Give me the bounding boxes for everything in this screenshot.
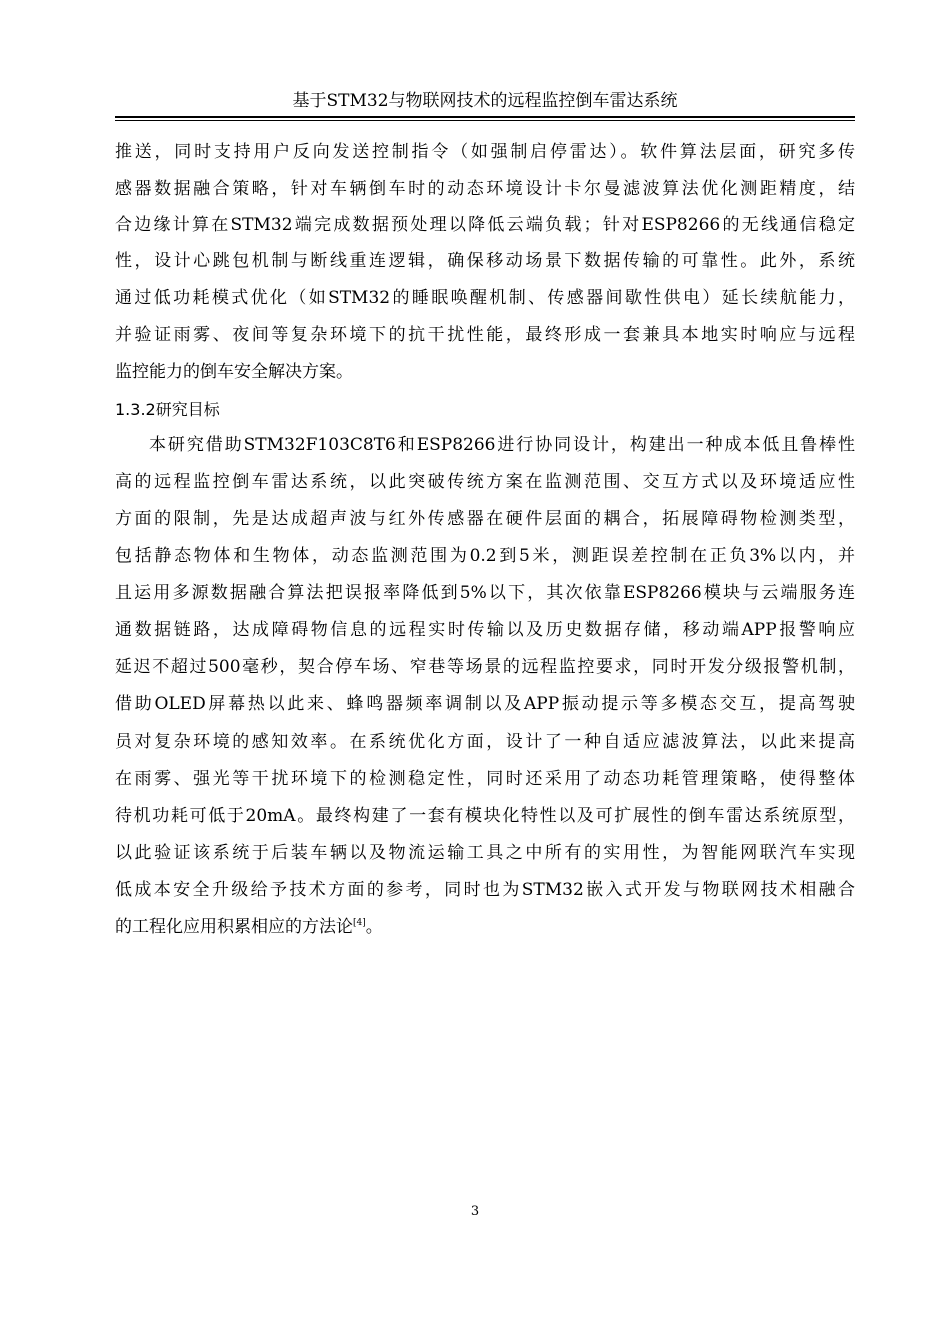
header-rule-thin [115,120,855,121]
body-line: 借助OLED屏幕热以此来、蜂鸣器频率调制以及APP振动提示等多模态交互，提高驾驶 [115,694,855,714]
body-line: 高的远程监控倒车雷达系统，以此突破传统方案在监测范围、交互方式以及环境适应性 [115,472,855,492]
body-line: 推送，同时支持用户反向发送控制指令（如强制启停雷达）。软件算法层面，研究多传 [115,142,855,162]
body-line: 在雨雾、强光等干扰环境下的检测稳定性，同时还采用了动态功耗管理策略，使得整体 [115,769,855,789]
running-header: 基于STM32与物联网技术的远程监控倒车雷达系统 [292,91,678,111]
section-heading: 1.3.2研究目标 [115,400,220,419]
body-line: 通过低功耗模式优化（如STM32的睡眠唤醒机制、传感器间歇性供电）延长续航能力， [115,288,855,308]
body-line: 性，设计心跳包机制与断线重连逻辑，确保移动场景下数据传输的可靠性。此外，系统 [115,251,855,271]
body-line: 感器数据融合策略，针对车辆倒车时的动态环境设计卡尔曼滤波算法优化测距精度，结 [115,179,855,199]
body-line: 以此验证该系统于后装车辆以及物流运输工具之中所有的实用性，为智能网联汽车实现 [115,843,855,863]
end-punctuation: 。 [365,917,383,937]
body-line: 方面的限制，先是达成超声波与红外传感器在硬件层面的耦合，拓展障碍物检测类型， [115,509,855,529]
body-line: 且运用多源数据融合算法把误报率降低到5%以下，其次依靠ESP8266模块与云端服务连 [115,583,855,603]
body-line: 通数据链路，达成障碍物信息的远程实时传输以及历史数据存储，移动端APP报警响应 [115,620,855,640]
body-line: 合边缘计算在STM32端完成数据预处理以降低云端负载；针对ESP8266的无线通信稳定 [115,215,855,235]
body-line: 员对复杂环境的感知效率。在系统优化方面，设计了一种自适应滤波算法，以此来提高 [115,732,855,752]
header-rule-thick [115,116,855,118]
body-line: 并验证雨雾、夜间等复杂环境下的抗干扰性能，最终形成一套兼具本地实时响应与远程 [115,325,855,345]
body-line: 延迟不超过500毫秒，契合停车场、窄巷等场景的远程监控要求，同时开发分级报警机制， [115,657,855,677]
citation-ref[interactable]: [4] [353,918,366,928]
body-line: 包括静态物体和生物体，动态监测范围为0.2到5米，测距误差控制在正负3%以内，并 [115,546,855,566]
page-number: 3 [470,1204,480,1219]
body-line: 待机功耗可低于20mA。最终构建了一套有模块化特性以及可扩展性的倒车雷达系统原型， [115,806,855,826]
body-line: 低成本安全升级给予技术方面的参考，同时也为STM32嵌入式开发与物联网技术相融合 [115,880,855,900]
body-line-last [115,914,855,940]
last-line-text: 的工程化应用积累相应的方法论 [115,917,353,937]
body-line: 本研究借助STM32F103C8T6和ESP8266进行协同设计，构建出一种成本低且鲁棒性 [149,435,855,455]
body-line: 监控能力的倒车安全解决方案。 [115,362,353,382]
